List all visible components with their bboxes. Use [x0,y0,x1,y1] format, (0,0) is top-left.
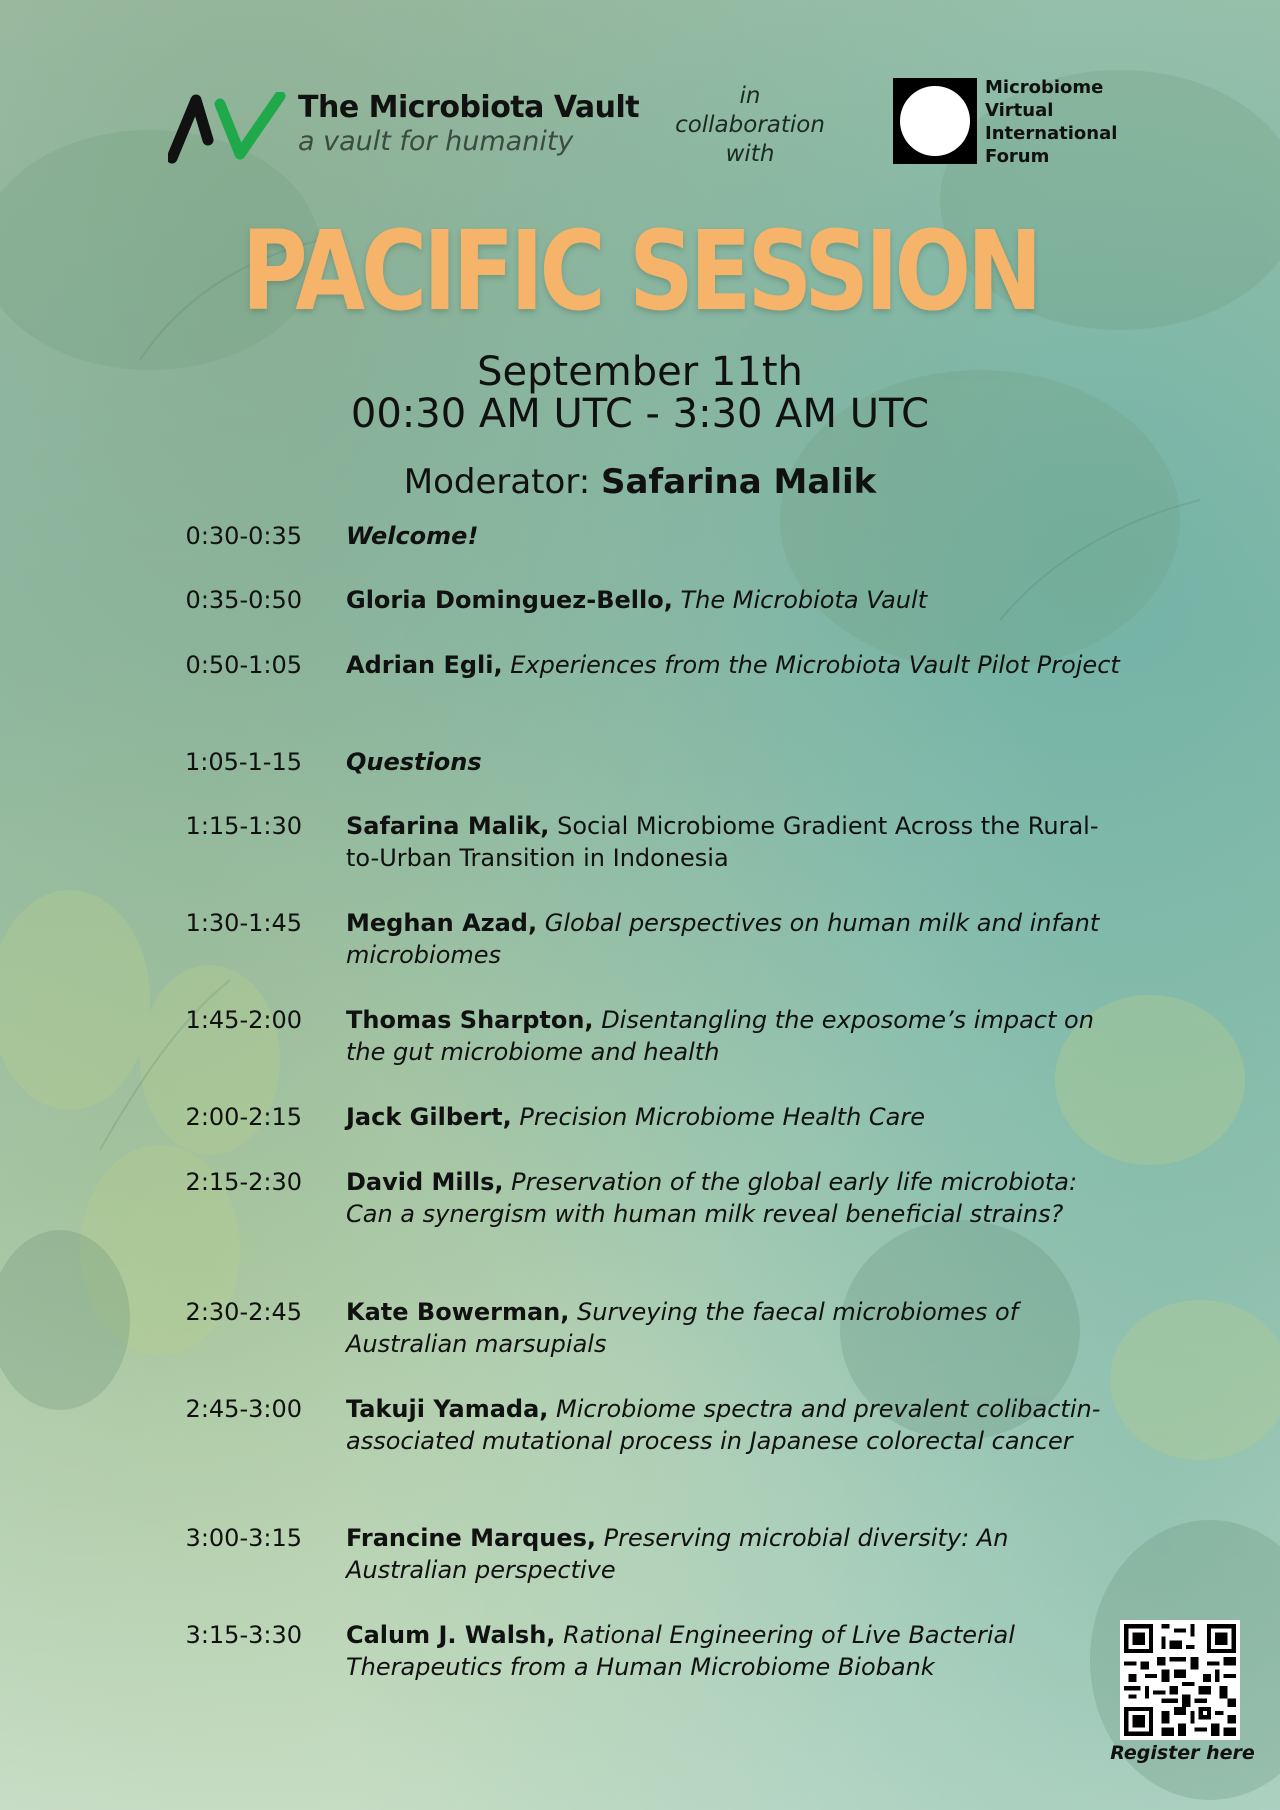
agenda-time: 3:00-3:15 [185,1524,302,1552]
agenda-time: 0:35-0:50 [185,586,302,614]
talk-title: Precision Microbiome Health Care [519,1103,926,1131]
speaker-name: Francine Marques, [346,1524,597,1552]
forum-name-line: Virtual [985,100,1054,121]
agenda-time: 3:15-3:30 [185,1621,302,1649]
forum-name-line: Microbiome [985,77,1104,98]
agenda-label: Questions [346,748,482,776]
moderator-name: Safarina Malik [600,462,877,502]
agenda-time: 0:30-0:35 [185,522,302,550]
talk-title: Microbiome spectra and prevalent colibactin-associated mutational process in Japanese colorectal cancer [346,1395,1101,1455]
forum-name [985,76,1117,168]
forum-name-line: Forum [985,146,1050,167]
qr-code-icon [1120,1620,1240,1740]
session-date: September 11th [477,349,803,395]
vault-name: The Microbiota Vault [298,90,640,125]
speaker-name: Gloria Dominguez-Bello, [346,586,673,614]
collab-line: with [725,141,775,167]
speaker-name: David Mills, [346,1168,504,1196]
talk-title: Rational Engineering of Live Bacterial Therapeutics from a Human Microbiome Biobank [346,1621,1015,1681]
talk-title: Preservation of the global early life microbiota: Can a synergism with human milk reveal beneficial strains? [346,1168,1078,1228]
forum-name-line: International [985,123,1118,144]
moderator-label: Moderator: [403,462,591,502]
agenda-time: 1:05-1-15 [184,748,302,776]
agenda-time: 2:30-2:45 [185,1298,302,1326]
speaker-name: Takuji Yamada, [346,1395,549,1423]
speaker-name: Thomas Sharpton, [346,1006,594,1034]
talk-title: Surveying the faecal microbiomes of Australian marsupials [346,1298,1019,1358]
talk-title: The Microbiota Vault [680,586,928,614]
speaker-name: Safarina Malik, [346,812,550,840]
session-title: PACIFIC SESSION [241,207,1039,335]
talk-title: Disentangling the exposome’s impact on the gut microbiome and health [346,1006,1094,1066]
talk-title: Experiences from the Microbiota Vault Pilot Project [510,651,1120,679]
speaker-name: Jack Gilbert, [346,1103,512,1131]
moderator [0,462,1280,502]
talk-title: Preserving microbial diversity: An Australian perspective [346,1524,1009,1584]
session-time: 00:30 AM UTC - 3:30 AM UTC [350,391,930,437]
agenda-time: 1:15-1:30 [185,812,302,840]
agenda-time: 2:00-2:15 [185,1103,302,1131]
speaker-name: Calum J. Walsh, [346,1621,556,1649]
collab-line: collaboration [675,112,825,138]
register-qr-code[interactable] [1120,1620,1240,1740]
speaker-name: Adrian Egli, [346,651,503,679]
speaker-name: Kate Bowerman, [346,1298,570,1326]
talk-title: Social Microbiome Gradient Across the Rural-to-Urban Transition in Indonesia [346,812,1099,872]
vault-tagline: a vault for humanity [298,126,574,157]
agenda-time: 0:50-1:05 [185,651,302,679]
forum-logo-icon [893,78,977,164]
agenda-time: 1:30-1:45 [185,909,302,937]
collaboration-text [650,82,850,169]
talk-title: Global perspectives on human milk and infant microbiomes [346,909,1100,969]
agenda-label: Welcome! [346,522,479,550]
speaker-name: Meghan Azad, [346,909,538,937]
header [0,70,1280,190]
agenda-time: 2:15-2:30 [185,1168,302,1196]
microbiota-vault-logo-icon [168,92,288,164]
agenda-time: 2:45-3:00 [185,1395,302,1423]
register-link[interactable]: Register here [1110,1742,1255,1764]
collab-line: in [739,83,761,109]
agenda-time: 1:45-2:00 [185,1006,302,1034]
